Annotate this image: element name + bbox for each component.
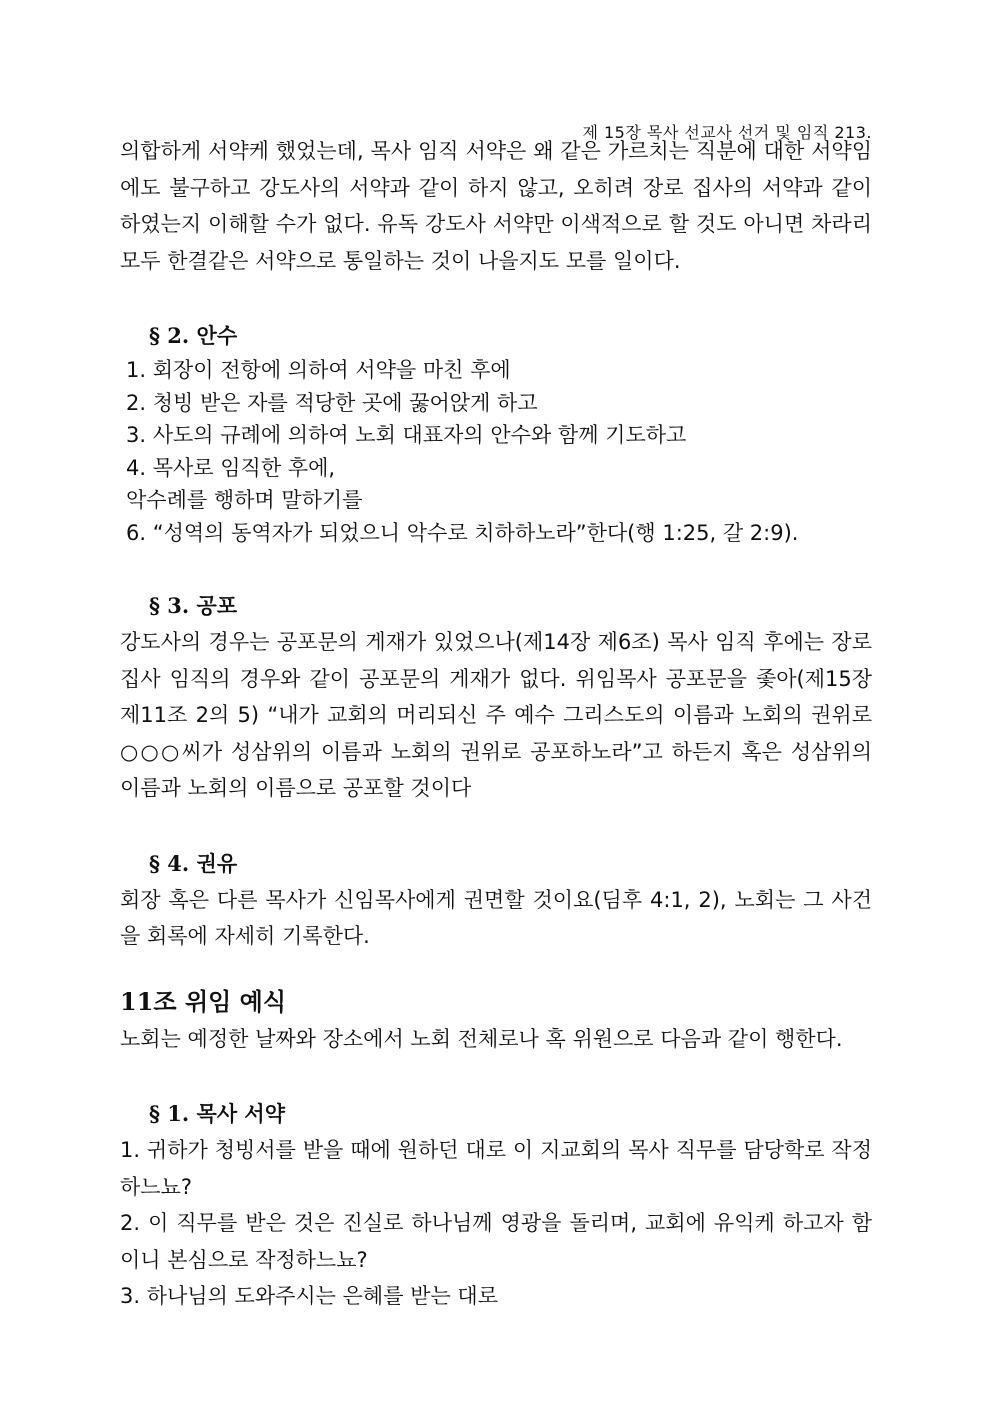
intro-paragraph: 의합하게 서약케 했었는데, 목사 임직 서약은 왜 같은 가르치는 직분에 대한 서약임에도 불구하고 강도사의 서약과 같이 하지 않고, 오히려 장로 집사의 서약과 같이 하였는지 이해할 수가 없다. 유독 강도사 서약만 이색적으로 할 것도 아니면 차라리 모두 한결같은 서약으로 통일하는 것이 나을지도 모를 일이다.: [120, 139, 872, 273]
list-item: 4. 목사로 임직한 후에,: [126, 455, 336, 480]
page-body: [120, 133, 872, 1315]
section-3-paragraph: 강도사의 경우는 공포문의 게재가 있었으나(제14장 제6조) 목사 임직 후에는 장로 집사 임직의 경우와 같이 공포문의 게재가 없다. 위임목사 공포문을 좇아(제15장 제11조 2의 5) “내가 교회의 머리되신 주 예수 그리스도의 이름과 노회의 권위로 ○○○씨가 성삼위의 이름과 노회의 권위로 공포하노라”고 하든지 혹은 성삼위의 이름과 노회의 이름으로 공포할 것이다: [120, 630, 872, 800]
list-item: 3. 사도의 규례에 의하여 노회 대표자의 안수와 함께 기도하고: [126, 423, 687, 447]
section-4-heading: § 4. 권유: [149, 850, 238, 876]
list-item: 1. 귀하가 청빙서를 받을 때에 원하던 대로 이 지교회의 목사 직무를 담당학로 작정하느뇨?: [120, 1138, 872, 1199]
section-4-paragraph: 회장 혹은 다른 목사가 신임목사에게 권면할 것이요(딤후 4:1, 2), 노회는 그 사건을 회록에 자세히 기록한다.: [120, 887, 872, 948]
article-11-heading: 11조 위임 예식: [120, 986, 287, 1016]
running-header: 제 15장 목사 선교사 선거 및 임직 213.: [582, 123, 872, 142]
list-item: 2. 이 직무를 받은 것은 진실로 하나님께 영광을 돌리며, 교회에 유익케 하고자 함이니 본심으로 작정하느뇨?: [120, 1211, 872, 1272]
list-item: 6. “성역의 동역자가 되었으니 악수로 치하하노라”한다(행 1:25, 갈 2:9).: [126, 520, 799, 545]
section-3-heading: § 3. 공포: [149, 593, 238, 618]
list-item: 3. 하나님의 도와주시는 은혜를 받는 대로: [120, 1284, 498, 1308]
list-item: 1. 회장이 전항에 의하여 서약을 마친 후에: [126, 358, 511, 382]
article-11-paragraph: 노회는 예정한 날짜와 장소에서 노회 전체로나 혹 위원으로 다음과 같이 행한다.: [120, 1026, 843, 1051]
list-item: 악수례를 행하며 말하기를: [126, 488, 363, 512]
section-2-heading: § 2. 안수: [149, 323, 238, 348]
section-1-heading: § 1. 목사 서약: [149, 1101, 285, 1126]
list-item: 2. 청빙 받은 자를 적당한 곳에 꿇어앉게 하고: [126, 390, 538, 415]
